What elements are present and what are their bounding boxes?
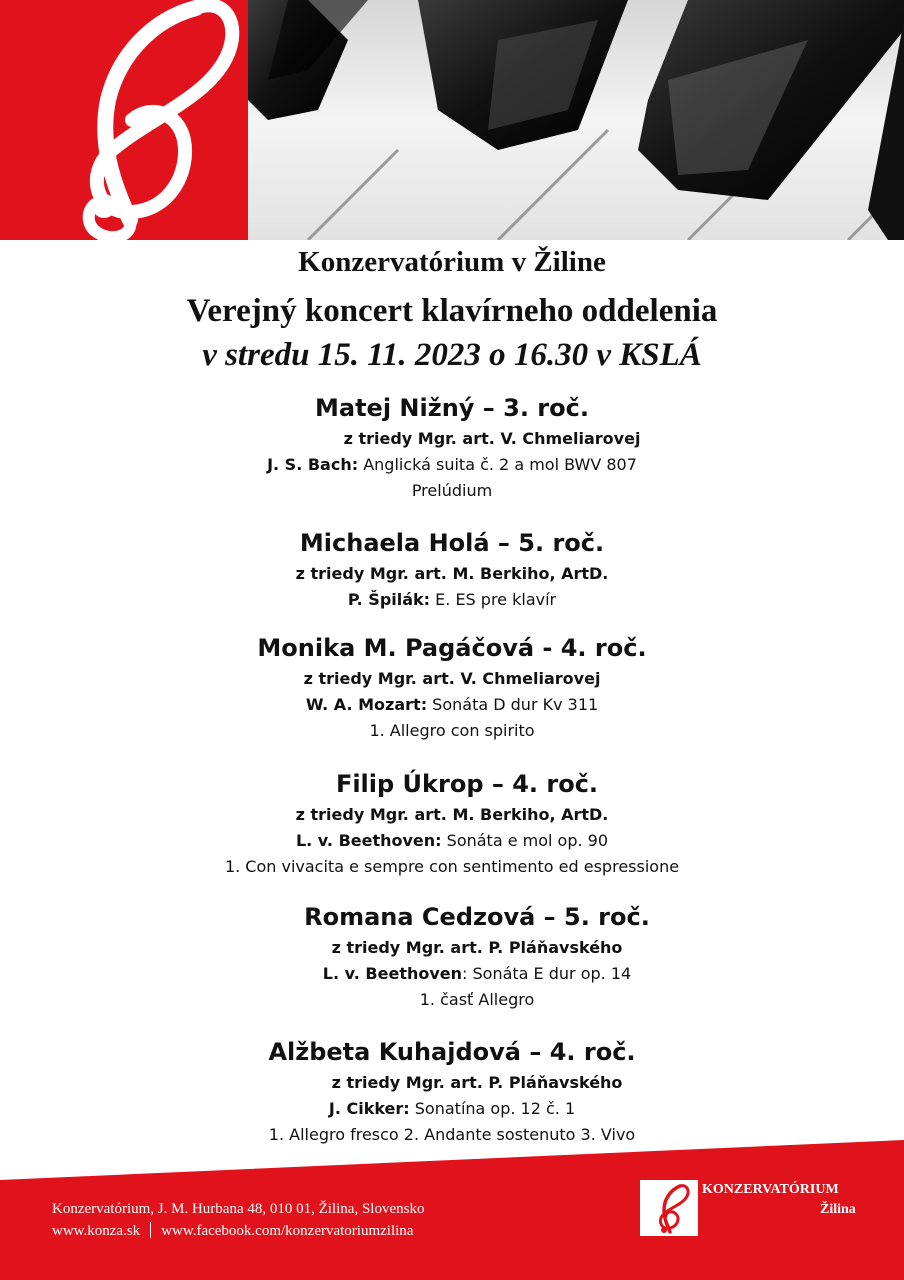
repertoire-line xyxy=(0,692,904,718)
performer-name: Michaela Holá – 5. roč. xyxy=(299,529,605,557)
work-title: : Sonáta E dur op. 14 xyxy=(462,964,632,983)
divider xyxy=(150,1222,151,1238)
event-datetime: v stredu 15. 11. 2023 o 16.30 v KSLÁ xyxy=(202,337,702,373)
repertoire-line xyxy=(0,452,904,478)
movement: 1. časť Allegro xyxy=(419,990,535,1009)
piano-keys-photo xyxy=(248,0,904,240)
performer-block xyxy=(0,390,904,525)
composer: J. S. Bach: xyxy=(267,455,359,474)
teacher-class: z triedy Mgr. art. V. Chmeliarovej xyxy=(343,429,641,448)
composer: L. v. Beethoven xyxy=(322,964,463,983)
teacher-class: z triedy Mgr. art. P. Pláňavského xyxy=(331,938,623,957)
performer-name: Matej Nižný – 3. roč. xyxy=(315,394,589,422)
brand-name: KONZERVATÓRIUM xyxy=(702,1182,839,1197)
repertoire-line xyxy=(0,961,904,987)
movement: 1. Allegro con spirito xyxy=(369,721,535,740)
header-logo xyxy=(0,0,248,240)
performer-block xyxy=(0,630,904,766)
footer-logo xyxy=(640,1180,698,1236)
performer-block xyxy=(0,899,904,1034)
teacher-class: z triedy Mgr. art. M. Berkiho, ArtD. xyxy=(295,564,609,583)
work-title: Sonatína op. 12 č. 1 xyxy=(409,1099,576,1118)
concert-program xyxy=(0,390,904,1144)
teacher-class: z triedy Mgr. art. M. Berkiho, ArtD. xyxy=(295,805,609,824)
header-banner xyxy=(0,0,904,240)
footer-brand xyxy=(702,1180,856,1220)
teacher-class: z triedy Mgr. art. V. Chmeliarovej xyxy=(303,669,601,688)
repertoire-line xyxy=(0,1096,904,1122)
footer-links xyxy=(52,1222,413,1240)
performer-name: Filip Úkrop – 4. roč. xyxy=(335,770,599,798)
repertoire-line xyxy=(0,828,904,854)
website-link[interactable]: www.konza.sk xyxy=(52,1223,141,1239)
work-title: E. ES pre klavír xyxy=(430,590,557,609)
work-title: Anglická suita č. 2 a mol BWV 807 xyxy=(358,455,637,474)
composer: L. v. Beethoven: xyxy=(295,831,442,850)
performer-block xyxy=(0,525,904,630)
composer: J. Cikker: xyxy=(328,1099,410,1118)
footer-address: Konzervatórium, J. M. Hurbana 48, 010 01, Žilina, Slovensko xyxy=(52,1201,425,1217)
composer: P. Špilák: xyxy=(347,590,431,609)
teacher-class: z triedy Mgr. art. P. Pláňavského xyxy=(331,1073,623,1092)
treble-clef-icon xyxy=(0,0,248,240)
event-title: Verejný koncert klavírneho oddelenia xyxy=(186,293,718,329)
treble-clef-icon xyxy=(640,1180,698,1236)
composer: W. A. Mozart: xyxy=(305,695,428,714)
performer-name: Romana Cedzová – 5. roč. xyxy=(304,903,650,931)
performer-name: Monika M. Pagáčová - 4. roč. xyxy=(257,634,647,662)
repertoire-line xyxy=(0,587,904,613)
institution-title: Konzervatórium v Žiline xyxy=(298,246,606,278)
facebook-link[interactable]: www.facebook.com/konzervatoriumzilina xyxy=(161,1223,414,1239)
work-title: Sonáta e mol op. 90 xyxy=(441,831,609,850)
work-title: Sonáta D dur Kv 311 xyxy=(427,695,599,714)
movement: Prelúdium xyxy=(411,481,493,500)
performer-block xyxy=(0,1034,904,1144)
performer-block xyxy=(0,766,904,899)
movement: 1. Con vivacita e sempre con sentimento ed espressione xyxy=(224,857,680,876)
brand-city: Žilina xyxy=(820,1202,856,1217)
movement: 1. Allegro fresco 2. Andante sostenuto 3. Vivo xyxy=(268,1125,636,1144)
performer-name: Alžbeta Kuhajdová – 4. roč. xyxy=(268,1038,636,1066)
